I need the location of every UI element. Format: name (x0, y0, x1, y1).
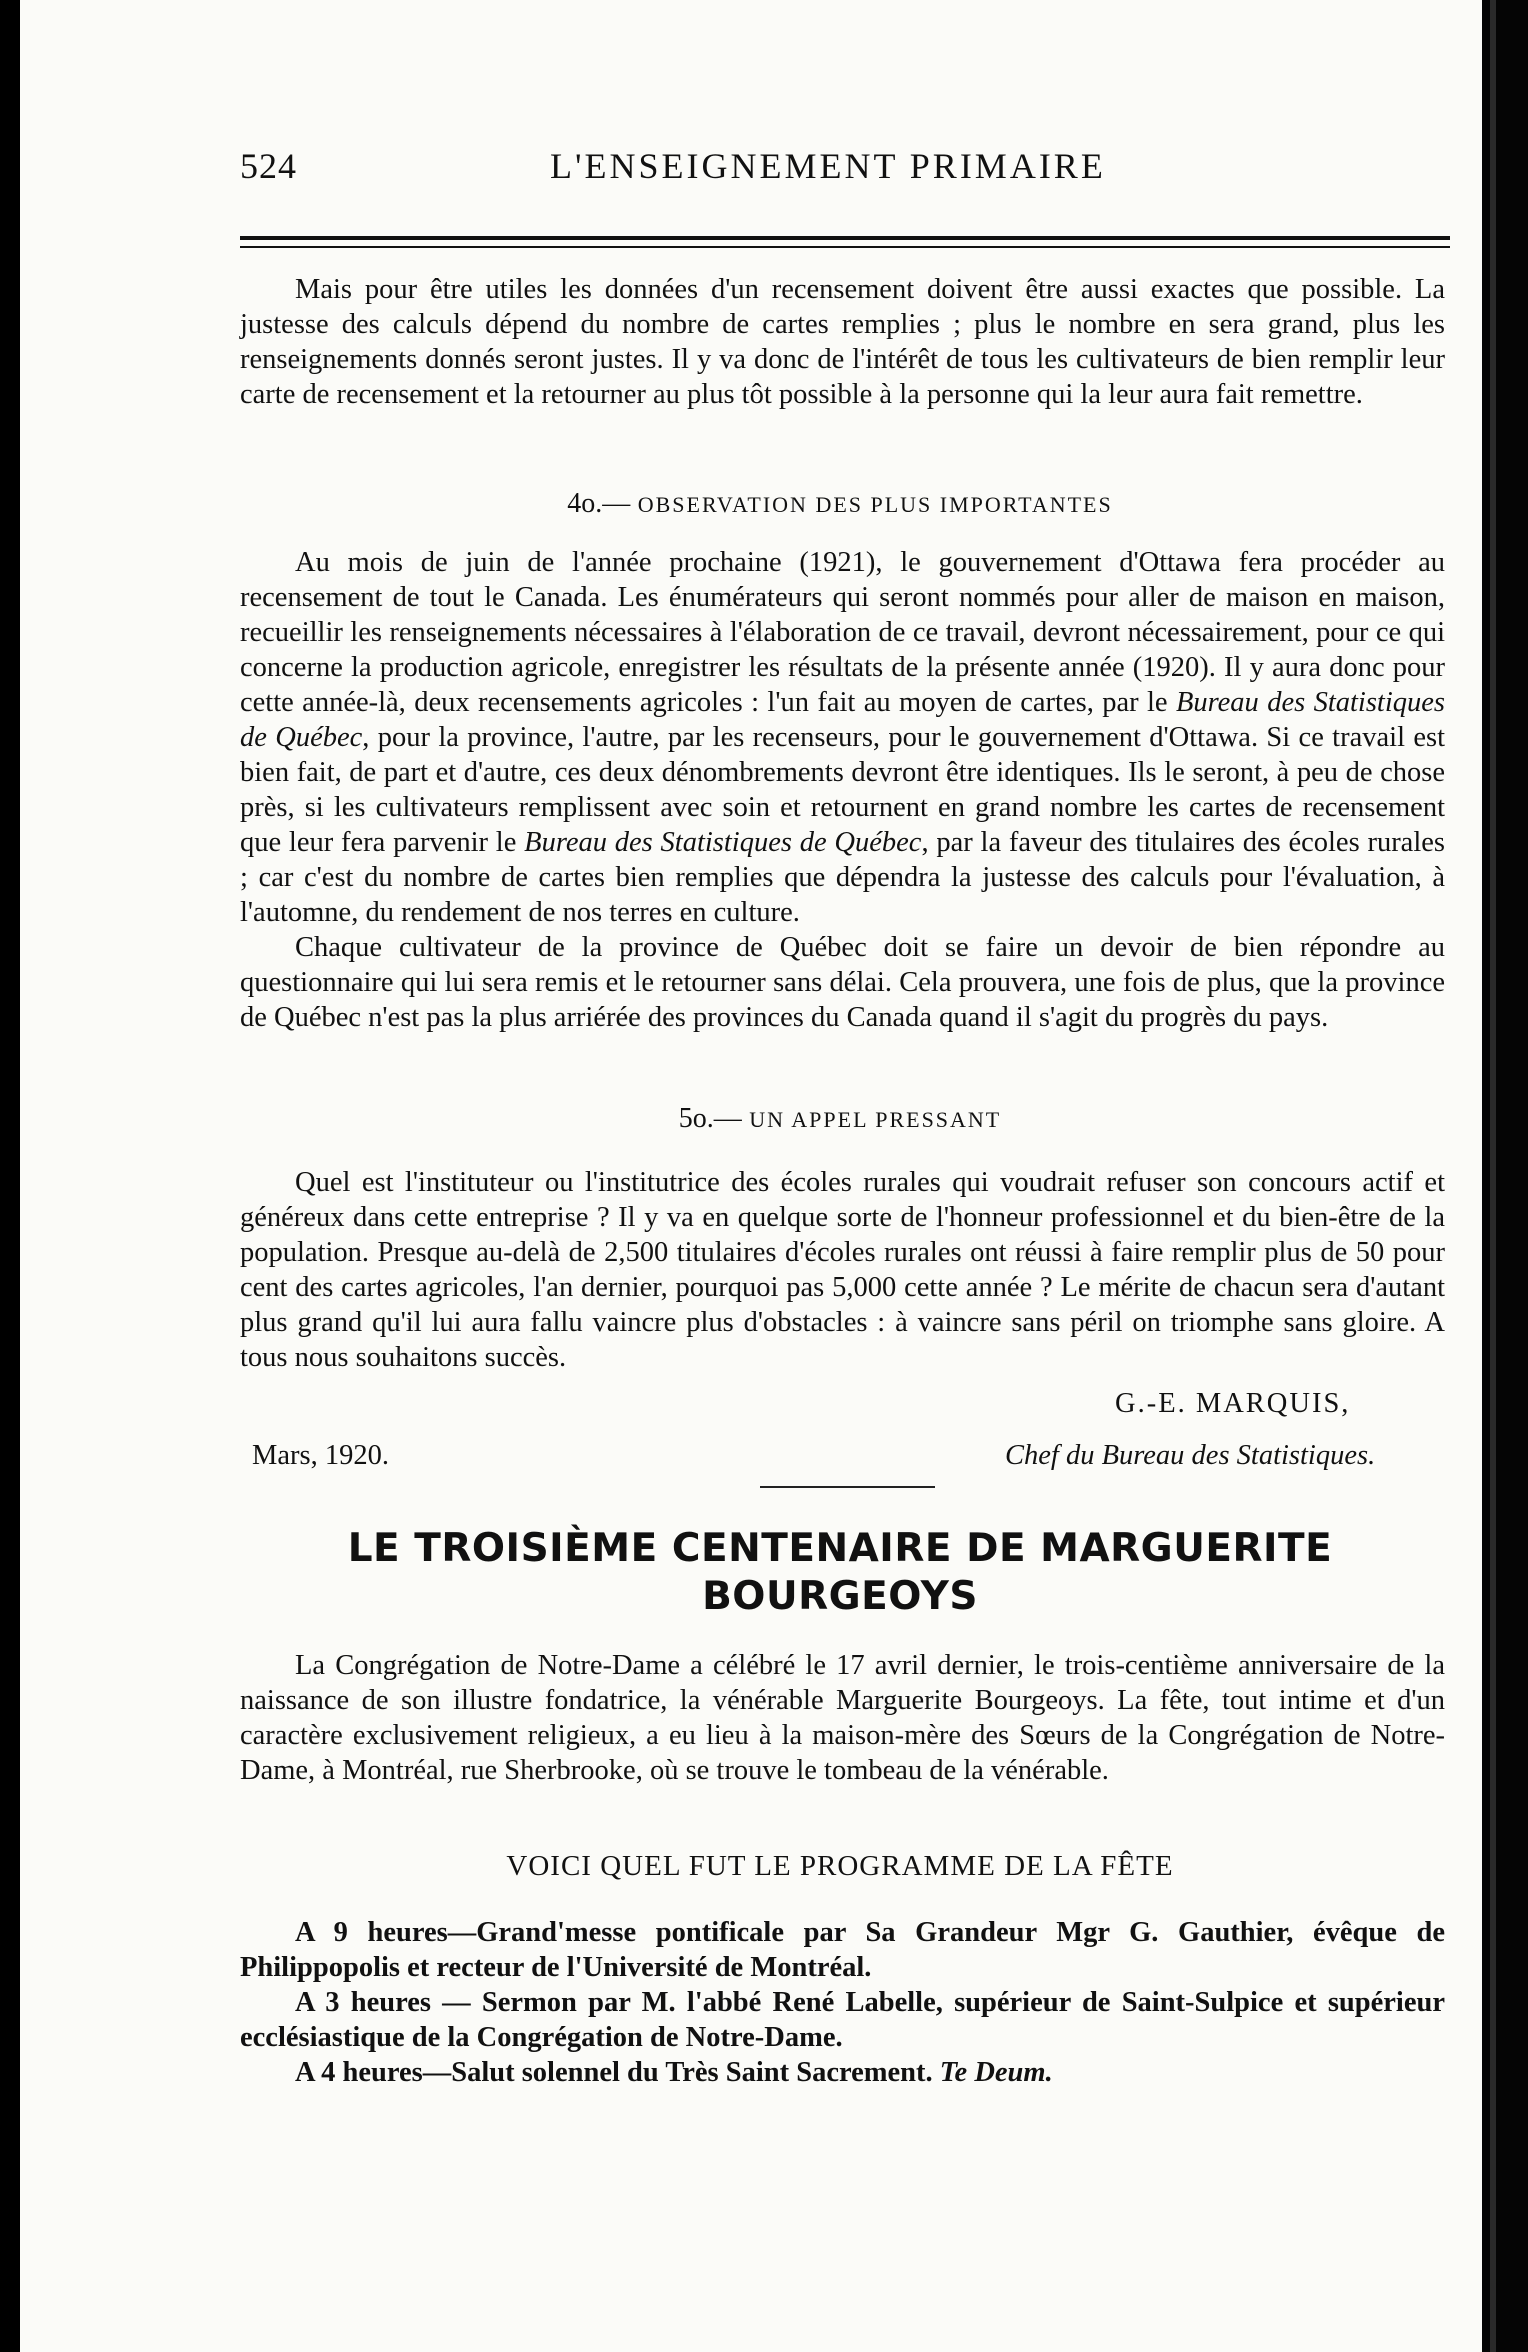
program-item (240, 2055, 1445, 2090)
section-5-body (240, 1165, 1445, 1375)
program-heading: VOICI QUEL FUT LE PROGRAMME DE LA FÊTE (506, 1850, 1174, 1882)
signature-name: G.-E. MARQUIS, (1115, 1388, 1351, 1419)
section-4-paragraph-1 (240, 545, 1445, 930)
section-4-title: OBSERVATION DES PLUS IMPORTANTES (637, 492, 1113, 517)
section-4-heading (220, 488, 1460, 520)
article-title-line-1: LE TROISIÈME CENTENAIRE DE MARGUERITE (347, 1526, 1333, 1571)
bureau-name-2: Bureau des Statistiques de Québec (524, 827, 922, 858)
signature-title: Chef du Bureau des Statistiques. (1005, 1440, 1376, 1471)
section-5-paragraph: Quel est l'instituteur ou l'institutrice des écoles rurales qui voudrait refuser son concours actif et généreux dans cette entreprise ? Il y va en quelque sorte de l'honneur professionnel et du bien-être de la population. Presque au-delà de 2,500 titulaires d'écoles rurales ont réussi à faire remplir plus de 50 pour cent des cartes agricoles, l'an dernier, pourquoi pas 5,000 cette année ? Le mérite de chacun sera d'autant plus grand qu'il lui aura fallu vaincre plus d'obstacles : à vaincre sans péril on triomphe sans gloire. A tous nous souhaitons succès. (240, 1167, 1445, 1373)
program-list (240, 1915, 1445, 2090)
intro-paragraph: Mais pour être utiles les données d'un recensement doivent être aussi exactes que possible. La justesse des calculs dépend du nombre de cartes remplies ; plus le nombre en sera grand, plus les renseignements donnés seront justes. Il y va donc de l'intérêt de tous les cultivateurs de bien remplir leur carte de recensement et la retourner au plus tôt possible à la personne qui la leur aura fait remettre. (240, 274, 1445, 410)
intro-block (240, 272, 1445, 412)
article-title (220, 1525, 1460, 1621)
book-page (20, 0, 1482, 2352)
header-rule-thick (240, 236, 1450, 240)
section-4-text-b: , pour la province, l'autre, par les recenseurs, pour le gouvernement d'Ottawa. Si ce travail est bien fait, de part et d'autre, ces deux dénombrements devront être identiques. Ils le seront, à peu de chose près, si les cultivateurs remplissent avec soin et retournent en grand nombre les cartes de recensement que leur fera parvenir le (240, 722, 1445, 858)
section-5-number: 5o.— (678, 1103, 742, 1134)
section-4-number: 4o.— (567, 488, 631, 519)
section-4-paragraph-2: Chaque cultivateur de la province de Québec doit se faire un devoir de bien répondre au questionnaire qui lui sera remis et le retourner sans délai. Cela prouvera, une fois de plus, que la province de Québec n'est pas la plus arriérée des provinces du Canada quand il s'agit du progrès du pays. (240, 932, 1445, 1033)
section-5-heading (220, 1103, 1460, 1135)
program-item: A 9 heures—Grand'messe pontificale par Sa Grandeur Mgr G. Gauthier, évêque de Philippopolis et recteur de l'Université de Montréal. (240, 1917, 1445, 1983)
section-5-title: UN APPEL PRESSANT (749, 1107, 1002, 1132)
te-deum: Te Deum. (939, 2057, 1053, 2088)
book-spine-edge (1490, 0, 1496, 2352)
section-4-text-c: , par la faveur des titulaires des écoles rurales ; car c'est du nombre de cartes bien remplies que dépendra la justesse des calculs pour l'évaluation, à l'automne, du rendement de nos terres en culture. (240, 827, 1445, 928)
article-title-line-2: BOURGEOYS (702, 1574, 978, 1619)
signature-date: Mars, 1920. (252, 1440, 389, 1471)
section-4-text-a: Au mois de juin de l'année prochaine (1921), le gouvernement d'Ottawa fera procéder au recensement de tout le Canada. Les énumérateurs qui seront nommés pour aller de maison en maison, recueillir les renseignements nécessaires à l'élaboration de ce travail, devront nécessairement, pour ce qui concerne la production agricole, enregistrer les résultats de la présente année (1920). Il y aura donc pour cette année-là, deux recensements agricoles : l'un fait au moyen de cartes, par le (240, 547, 1445, 718)
running-head (220, 145, 1460, 195)
article-intro-block (240, 1648, 1445, 1788)
program-item-text: A 4 heures—Salut solennel du Très Saint Sacrement. (295, 2057, 940, 2088)
book-spine (1482, 0, 1528, 2352)
page-number: 524 (240, 146, 297, 186)
program-item: A 3 heures — Sermon par M. l'abbé René Labelle, supérieur de Saint-Sulpice et supérieur ecclésiastique de la Congrégation de Notre-Dame. (240, 1987, 1445, 2053)
header-rule-thin (240, 246, 1450, 248)
section-divider (760, 1486, 935, 1488)
section-4-body (240, 545, 1445, 1035)
article-intro: La Congrégation de Notre-Dame a célébré le 17 avril dernier, le trois-centième anniversaire de la naissance de son illustre fondatrice, la vénérable Marguerite Bourgeoys. La fête, tout intime et d'un caractère exclusivement religieux, a eu lieu à la maison-mère des Sœurs de la Congrégation de Notre-Dame, à Montréal, rue Sherbrooke, où se trouve le tombeau de la vénérable. (240, 1650, 1445, 1786)
journal-title: L'ENSEIGNEMENT PRIMAIRE (550, 146, 1106, 186)
bureau-name-1: Bureau des Statistiques de Québec (240, 687, 1445, 753)
